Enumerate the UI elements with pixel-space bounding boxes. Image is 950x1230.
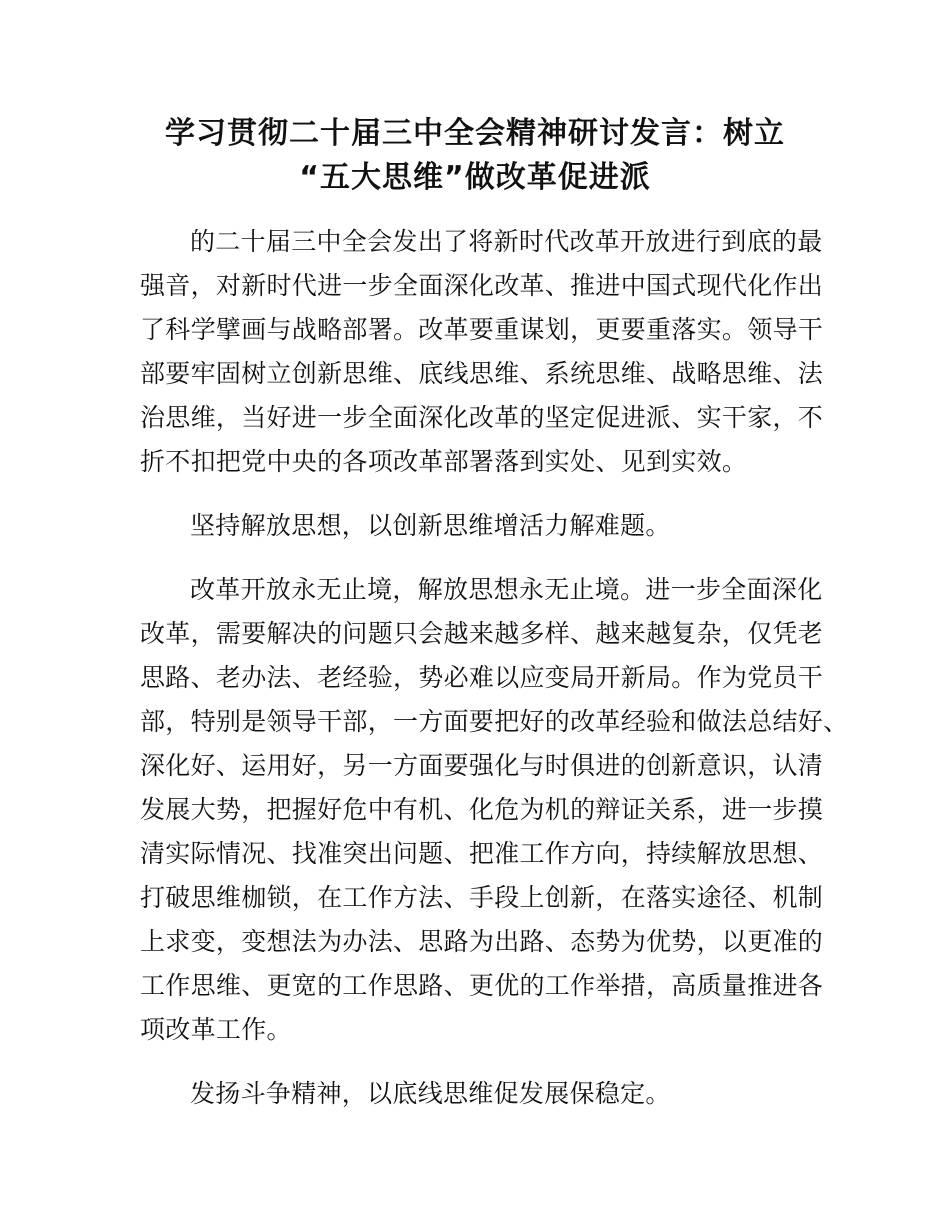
section-heading-1 bbox=[140, 504, 812, 548]
text-line: 发扬斗争精神，以底线思维促发展保稳定。 bbox=[190, 1079, 671, 1108]
text-line: 改革开放永无止境，解放思想永无止境。进一步全面深化 bbox=[190, 575, 823, 604]
text-line: 清实际情况、找准突出问题、把准工作方向，持续解放思想、 bbox=[140, 839, 824, 868]
text-line: 思路、老办法、老经验，势必难以应变局开新局。作为党员干 bbox=[140, 663, 824, 692]
text-line: 工作思维、更宽的工作思路、更优的工作举措，高质量推进各 bbox=[140, 971, 824, 1000]
title-line: “五大思维”做改革促进派 bbox=[299, 160, 651, 195]
text-line: 上求变，变想法为办法、思路为出路、态势为优势，以更准的 bbox=[140, 927, 824, 956]
text-line: 部要牢固树立创新思维、底线思维、系统思维、战略思维、法 bbox=[140, 359, 824, 388]
text-line: 深化好、运用好，另一方面要强化与时俱进的创新意识，认清 bbox=[140, 751, 824, 780]
text-line: 打破思维枷锁，在工作方法、手段上创新，在落实途径、机制 bbox=[140, 883, 824, 912]
text-line: 的二十届三中全会发出了将新时代改革开放进行到底的最 bbox=[190, 227, 823, 256]
text-line: 坚持解放思想，以创新思维增活力解难题。 bbox=[190, 511, 671, 540]
text-line: 发展大势，把握好危中有机、化危为机的辩证关系，进一步摸 bbox=[140, 795, 824, 824]
text-line: 项改革工作。 bbox=[140, 1015, 292, 1044]
document-body bbox=[140, 220, 849, 1116]
section-heading-2 bbox=[140, 1072, 812, 1116]
text-line: 治思维，当好进一步全面深化改革的坚定促进派、实干家，不 bbox=[140, 403, 824, 432]
text-line: 部，特别是领导干部，一方面要把好的改革经验和做法总结好、 bbox=[140, 707, 849, 736]
paragraph-intro bbox=[140, 220, 824, 484]
paragraph-innovation bbox=[140, 568, 849, 1052]
text-line: 强音，对新时代进一步全面深化改革、推进中国式现代化作出 bbox=[140, 271, 824, 300]
text-line: 折不扣把党中央的各项改革部署落到实处、见到实效。 bbox=[140, 447, 748, 476]
document-title bbox=[140, 112, 810, 200]
text-line: 了科学擘画与战略部署。改革要重谋划，更要重落实。领导干 bbox=[140, 315, 824, 344]
title-line: 学习贯彻二十届三中全会精神研讨发言：树立 bbox=[165, 116, 785, 151]
text-line: 改革，需要解决的问题只会越来越多样、越来越复杂，仅凭老 bbox=[140, 619, 824, 648]
